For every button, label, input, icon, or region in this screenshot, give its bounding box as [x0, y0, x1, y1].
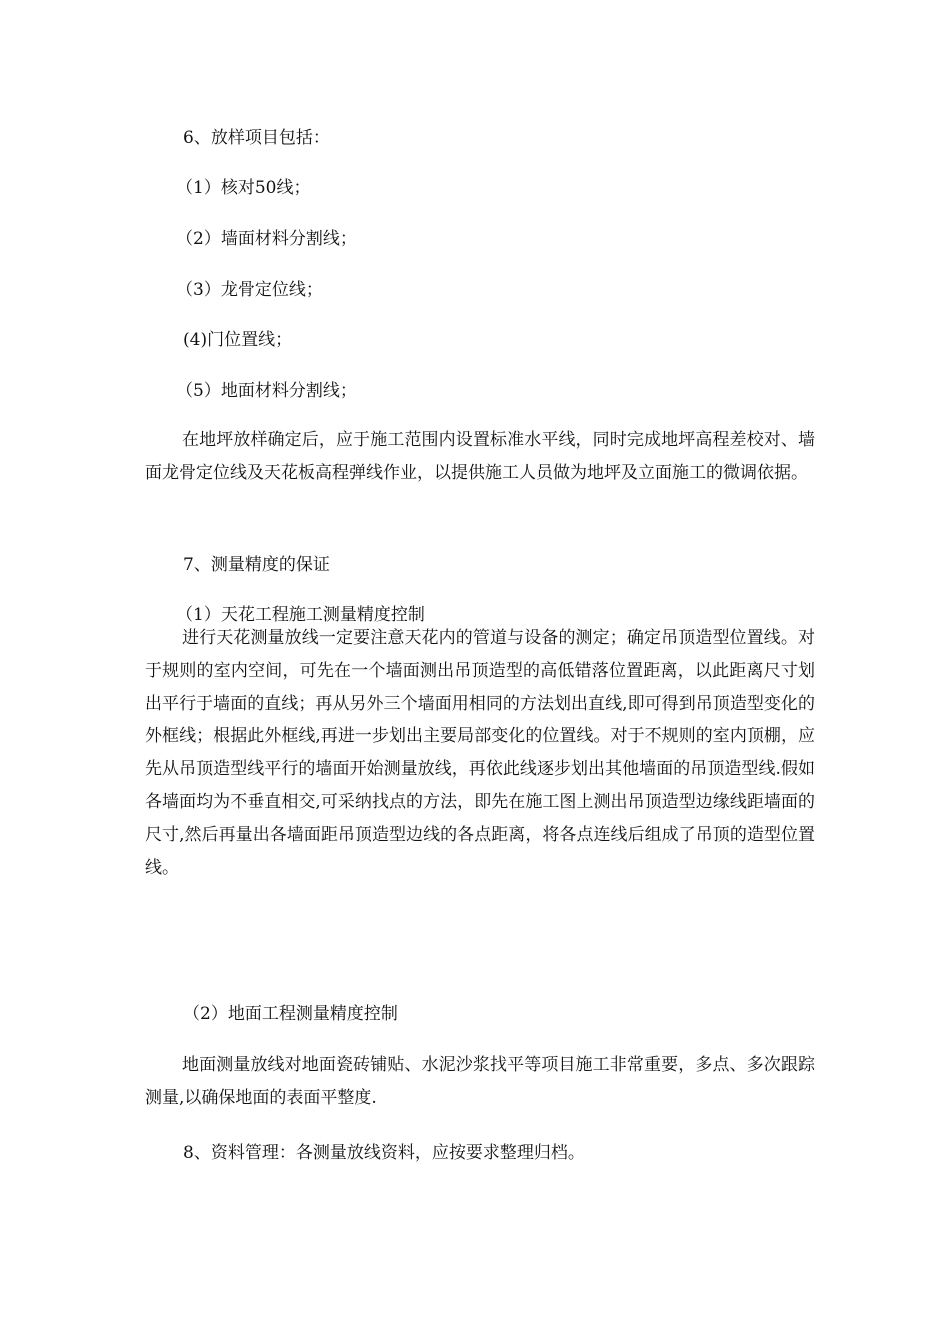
item-heading-8: 8、资料管理：各测量放线资料，应按要求整理归档。: [183, 1143, 585, 1163]
item-heading-6: 6、放样项目包括：: [183, 128, 330, 148]
sub-heading-floor: （2）地面工程测量精度控制: [183, 1004, 398, 1024]
sub-heading-ceiling: （1）天花工程施工测量精度控制: [176, 605, 425, 625]
list-item-3: （3）龙骨定位线；: [176, 280, 323, 300]
list-item-4: (4)门位置线；: [183, 330, 293, 350]
paragraph-stakeout: 在地坪放样确定后，应于施工范围内设置标准水平线，同时完成地坪高程差校对、墙面龙骨定位线及天花板高程弹线作业，以提供施工人员做为地坪及立面施工的微调依据。: [145, 430, 815, 483]
list-item-1: （1）核对50线；: [176, 178, 311, 198]
paragraph-ceiling: 进行天花测量放线一定要注意天花内的管道与设备的测定；确定吊顶造型位置线。对于规则的室内空间，可先在一个墙面测出吊顶造型的高低错落位置距离，以此距离尺寸划出平行于墙面的直线；再从另外三个墙面用相同的方法划出直线,即可得到吊顶造型变化的外框线；根据此外框线,再进一步划出主要局部变化的位置线。对于不规则的室内顶棚，应先从吊顶造型线平行的墙面开始测量放线，再依此线逐步划出其他墙面的吊顶造型线.假如各墙面均为不垂直相交,可采纳找点的方法，即先在施工图上测出吊顶造型边缘线距墙面的尺寸,然后再量出各墙面距吊顶造型边线的各点距离，将各点连线后组成了吊顶的造型位置线。: [145, 628, 815, 878]
heading-7: 7、测量精度的保证: [183, 555, 330, 575]
list-item-5: （5）地面材料分割线；: [176, 381, 357, 401]
list-item-2: （2）墙面材料分割线；: [176, 229, 357, 249]
paragraph-floor: 地面测量放线对地面瓷砖铺贴、水泥沙浆找平等项目施工非常重要，多点、多次跟踪测量,以确保地面的表面平整度.: [145, 1055, 815, 1108]
